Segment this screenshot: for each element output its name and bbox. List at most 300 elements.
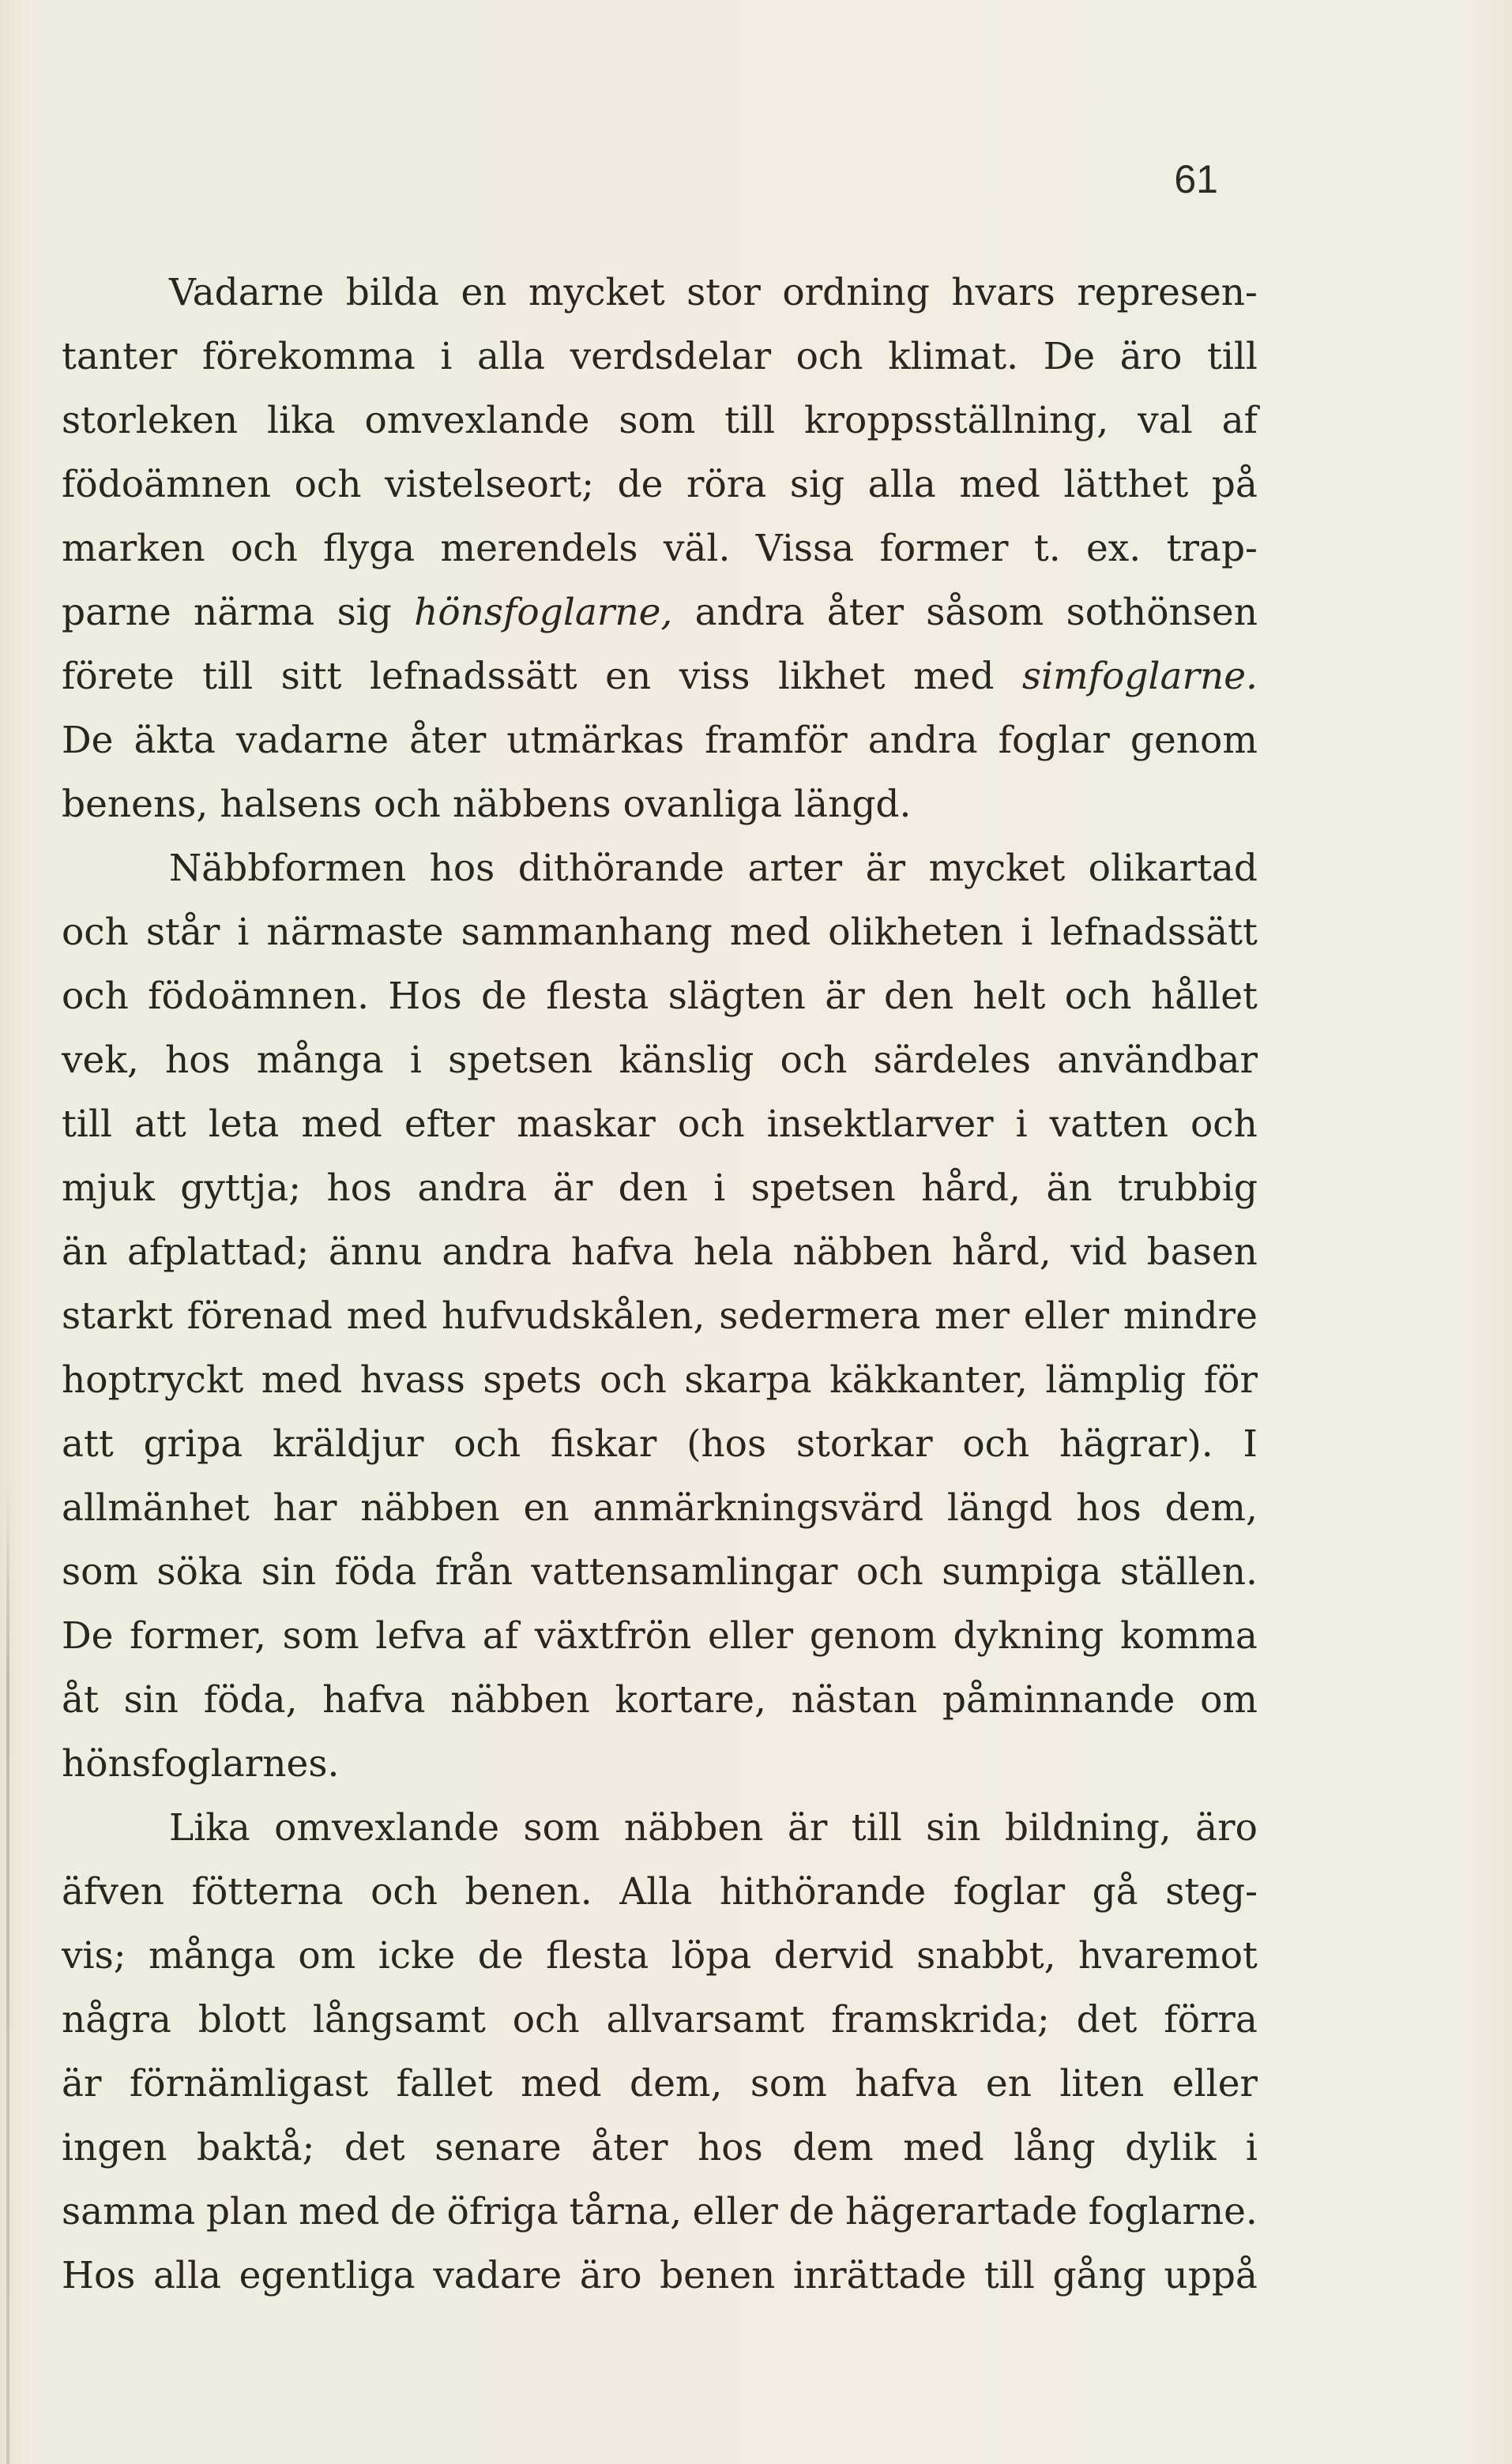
word: har <box>273 1486 337 1530</box>
word: med <box>298 2190 380 2233</box>
word: den <box>618 1166 688 1210</box>
word: basen <box>1146 1230 1258 1274</box>
word: och <box>230 527 298 570</box>
word: och <box>962 1422 1030 1466</box>
word: spetsen <box>750 1166 896 1210</box>
text-line <box>62 1092 1258 1156</box>
text-line <box>62 389 1258 453</box>
word: hvars <box>951 271 1055 314</box>
word: sig <box>337 591 392 634</box>
word: sammanhang <box>461 911 713 954</box>
word: (hos <box>686 1422 767 1466</box>
text-line <box>62 1732 1258 1796</box>
word: framskrida; <box>831 1998 1050 2041</box>
word: till <box>851 1806 902 1850</box>
word: som <box>523 1806 600 1850</box>
word: söka <box>156 1550 243 1594</box>
body-text <box>62 261 1258 2308</box>
word: hvaremot <box>1078 1934 1258 1978</box>
word: De <box>62 1614 114 1658</box>
word: allmänhet <box>62 1486 250 1530</box>
word: och <box>62 911 129 954</box>
word: benens, <box>62 783 209 826</box>
page-number: 61 <box>1174 157 1218 201</box>
word: merendels <box>440 527 638 570</box>
word: i <box>440 335 453 378</box>
word: äfven <box>62 1870 165 1914</box>
word: en <box>985 2062 1032 2105</box>
word: lefnadssätt <box>370 655 577 698</box>
word: dervid <box>773 1934 894 1978</box>
text-line <box>62 1540 1258 1604</box>
word: bildning, <box>1004 1806 1172 1850</box>
word: att <box>134 1102 186 1146</box>
word: och <box>795 335 863 378</box>
word: fiskar <box>550 1422 657 1466</box>
word: i <box>1015 1102 1028 1146</box>
word: tårna, <box>569 2190 683 2233</box>
word: hos <box>326 1166 393 1210</box>
word: vid <box>1070 1230 1127 1274</box>
word: det <box>1076 1998 1138 2041</box>
word: alla <box>867 463 936 506</box>
word: hård, <box>951 1230 1051 1274</box>
word: äro <box>1195 1806 1258 1850</box>
word: marken <box>62 527 205 570</box>
word: af <box>1221 399 1258 442</box>
word: i <box>1021 911 1033 954</box>
word: hvass <box>359 1358 465 1402</box>
word: komma <box>1119 1614 1258 1658</box>
word: dem <box>792 2126 874 2169</box>
word: mer <box>935 1294 1010 1338</box>
word: särdeles <box>873 1039 1032 1082</box>
word: mycket <box>928 847 1066 890</box>
word: arter <box>747 847 843 890</box>
word: former, <box>130 1614 266 1658</box>
word: lätthet <box>1063 463 1189 506</box>
word: flesta <box>546 1934 649 1978</box>
text-line <box>62 516 1258 580</box>
word: benen <box>660 2254 776 2297</box>
word: gång <box>1052 2254 1146 2297</box>
word: omvexlande <box>364 399 590 442</box>
word: längd. <box>794 783 912 826</box>
word: är <box>552 1166 593 1210</box>
word: sin <box>926 1806 981 1850</box>
word: eller <box>1023 1294 1109 1338</box>
text-line <box>62 1028 1258 1092</box>
word: trap- <box>1166 527 1258 570</box>
text-line <box>62 1156 1258 1220</box>
text-line <box>62 1924 1258 1988</box>
word: om <box>1200 1678 1258 1722</box>
word: dem, <box>629 2062 723 2105</box>
word: till <box>984 2254 1035 2297</box>
word: stor <box>686 271 761 314</box>
text-line <box>62 2244 1258 2308</box>
word: åter <box>409 719 487 762</box>
word: Hos <box>62 2254 136 2297</box>
word: baktå; <box>197 2126 315 2169</box>
word: förnämligast <box>129 2062 369 2105</box>
word: icke <box>378 1934 456 1978</box>
text-line <box>62 2116 1258 2180</box>
word: åter <box>826 591 904 634</box>
word: lämplig <box>1045 1358 1187 1402</box>
word: hos <box>429 847 495 890</box>
word: mjuk <box>62 1166 155 1210</box>
word: och <box>453 1422 521 1466</box>
word: näbben <box>792 1230 933 1274</box>
word: förra <box>1164 1998 1258 2041</box>
word: växtfrön <box>534 1614 692 1658</box>
word: sumpiga <box>942 1550 1102 1594</box>
word: sitt <box>280 655 342 698</box>
word: bilda <box>345 271 440 314</box>
word: lefnadssätt <box>1050 911 1258 954</box>
word: och <box>370 1870 438 1914</box>
word: en <box>461 271 507 314</box>
word: De <box>1043 335 1096 378</box>
word: är <box>787 1806 828 1850</box>
word: sin <box>261 1550 317 1594</box>
word: Vadarne <box>169 271 325 314</box>
text-line <box>62 772 1258 836</box>
word: Alla <box>619 1870 693 1914</box>
word: än <box>1046 1166 1093 1210</box>
word: och <box>1064 975 1132 1018</box>
word: hoptryckt <box>62 1358 244 1402</box>
word: foglar <box>998 719 1110 762</box>
word: hafva <box>855 2062 958 2105</box>
word: på <box>1211 463 1258 506</box>
word: till <box>202 655 254 698</box>
word: Näbbformen <box>169 847 407 890</box>
word: känslig <box>619 1039 754 1082</box>
word: åter <box>591 2126 668 2169</box>
word: med <box>261 1358 343 1402</box>
word: äro <box>579 2254 642 2297</box>
word: vistelseort; <box>385 463 594 506</box>
word: föda <box>334 1550 417 1594</box>
word: förekomma <box>201 335 416 378</box>
binding-edge <box>6 1485 9 2464</box>
word: med <box>346 1294 428 1338</box>
word: andra <box>417 1166 528 1210</box>
word: sig <box>789 463 845 506</box>
word: maskar <box>517 1102 656 1146</box>
word: hos <box>698 2126 763 2169</box>
word: tanter <box>62 335 178 378</box>
text-line <box>62 836 1258 900</box>
word: med <box>912 655 995 698</box>
word: flyga <box>323 527 416 570</box>
text-line <box>62 1860 1258 1924</box>
word: helt <box>972 975 1046 1018</box>
word: storkar <box>795 1422 933 1466</box>
word: I <box>1243 1422 1258 1466</box>
word: lång <box>1014 2126 1096 2169</box>
word: spetsen <box>448 1039 593 1082</box>
word: mindre <box>1123 1294 1258 1338</box>
word: som <box>62 1550 138 1594</box>
word: dithörande <box>517 847 724 890</box>
word: vadarne <box>235 719 389 762</box>
text-line <box>62 2052 1258 2116</box>
text-line <box>62 900 1258 964</box>
word: vek, <box>62 1039 139 1082</box>
word: närma <box>193 591 315 634</box>
word: vadare <box>433 2254 562 2297</box>
word: storleken <box>62 399 239 442</box>
word: hållet <box>1150 975 1258 1018</box>
word: af <box>482 1614 519 1658</box>
word: sothönsen <box>1066 591 1258 634</box>
word: sin <box>123 1678 179 1722</box>
word: kräldjur <box>273 1422 424 1466</box>
word: och <box>294 463 362 506</box>
word: hithörande <box>719 1870 927 1914</box>
word: blott <box>197 1998 286 2041</box>
word: halsens <box>220 783 363 826</box>
text-line <box>62 1796 1258 1860</box>
word: ordning <box>782 271 930 314</box>
word: andra <box>442 1230 552 1274</box>
word: dykning <box>953 1614 1104 1658</box>
word: och <box>374 783 441 826</box>
word: öfriga <box>446 2190 559 2233</box>
word: fötterna <box>191 1870 344 1914</box>
word: och <box>856 1550 923 1594</box>
text-line <box>62 964 1258 1028</box>
word: genom <box>809 1614 937 1658</box>
word: hafva <box>322 1678 426 1722</box>
word: födoämnen <box>62 463 272 506</box>
word: ingen <box>62 2126 167 2169</box>
word: De <box>62 719 114 762</box>
word: inrättade <box>792 2254 967 2297</box>
word: löpa <box>671 1934 752 1978</box>
word: ställen. <box>1119 1550 1258 1594</box>
word: med <box>301 1102 382 1146</box>
text-line <box>62 1220 1258 1284</box>
word: represen- <box>1077 271 1258 314</box>
word: som <box>750 2062 827 2105</box>
word: eller <box>692 2190 778 2233</box>
text-line <box>62 1668 1258 1732</box>
word: de <box>477 1934 524 1978</box>
word: foglarne. <box>1088 2190 1258 2233</box>
word: Vissa <box>755 527 855 570</box>
text-line <box>62 708 1258 772</box>
text-line <box>62 644 1258 708</box>
word: användbar <box>1057 1039 1258 1082</box>
text-line <box>62 2180 1258 2244</box>
word: hägrar). <box>1059 1422 1213 1466</box>
word: samma <box>62 2190 196 2233</box>
word: förete <box>62 655 175 698</box>
word: eller <box>707 1614 794 1658</box>
word: såsom <box>926 591 1044 634</box>
word: än <box>62 1230 108 1274</box>
word: längd <box>946 1486 1053 1530</box>
word: och <box>512 1998 580 2041</box>
word: leta <box>208 1102 280 1146</box>
word: likhet <box>778 655 886 698</box>
word: efter <box>404 1102 495 1146</box>
word: val <box>1138 399 1193 442</box>
word: hela <box>693 1230 773 1274</box>
word: insektlarver <box>766 1102 994 1146</box>
word: är <box>62 2062 102 2105</box>
word: gyttja; <box>180 1166 302 1210</box>
word: och <box>599 1358 667 1402</box>
word: röra <box>686 463 767 506</box>
word: eller <box>1172 2062 1258 2105</box>
word: och <box>1190 1102 1258 1146</box>
word: en <box>523 1486 570 1530</box>
word: det <box>344 2126 405 2169</box>
word: påminnande <box>942 1678 1175 1722</box>
word: gå <box>1092 1870 1138 1914</box>
text-line <box>62 1284 1258 1348</box>
word: spets <box>483 1358 582 1402</box>
word: trubbig <box>1117 1166 1258 1210</box>
word: ovanliga <box>622 783 782 826</box>
word: dylik <box>1125 2126 1217 2169</box>
word: simfoglarne. <box>1021 655 1258 698</box>
word: nästan <box>791 1678 918 1722</box>
text-line <box>62 261 1258 325</box>
word: näbben <box>450 1678 590 1722</box>
word: för <box>1203 1358 1258 1402</box>
word: mycket <box>528 271 665 314</box>
word: alla <box>152 2254 222 2297</box>
word: födoämnen. <box>148 975 370 1018</box>
word: uppå <box>1164 2254 1258 2297</box>
word: käkkanter, <box>829 1358 1028 1402</box>
word: står <box>145 911 220 954</box>
word: många <box>148 1934 276 1978</box>
word: former <box>879 527 1009 570</box>
word: anmärkningsvärd <box>592 1486 924 1530</box>
word: att <box>62 1422 114 1466</box>
word: med <box>729 911 811 954</box>
word: plan <box>205 2190 288 2233</box>
word: foglar <box>953 1870 1066 1914</box>
word: i <box>713 1166 726 1210</box>
word: med <box>521 2062 602 2105</box>
word: med <box>903 2126 984 2169</box>
word: och <box>780 1039 848 1082</box>
word: hufvudskålen, <box>441 1294 705 1338</box>
word: hos <box>164 1039 231 1082</box>
word: de <box>617 463 664 506</box>
word: vis; <box>62 1934 126 1978</box>
word: lefva <box>375 1614 467 1658</box>
text-line <box>62 1348 1258 1412</box>
word: väl. <box>663 527 731 570</box>
word: åt <box>62 1678 99 1722</box>
word: förenad <box>186 1294 333 1338</box>
word: Lika <box>169 1806 250 1850</box>
word: allvarsamt <box>606 1998 805 2041</box>
word: från <box>434 1550 513 1594</box>
word: parne <box>62 591 171 634</box>
word: verdsdelar <box>570 335 772 378</box>
word: näbben <box>360 1486 500 1530</box>
word: slägten <box>668 975 806 1018</box>
text-line <box>62 1604 1258 1668</box>
word: i <box>237 911 250 954</box>
word: den <box>883 975 954 1018</box>
word: egentliga <box>239 2254 416 2297</box>
word: är <box>865 847 906 890</box>
word: till <box>1206 335 1258 378</box>
word: t. <box>1033 527 1061 570</box>
word: genom <box>1130 719 1258 762</box>
word: liten <box>1059 2062 1145 2105</box>
word: vatten <box>1049 1102 1169 1146</box>
text-line <box>62 1412 1258 1476</box>
word: gripa <box>143 1422 243 1466</box>
word: dem, <box>1164 1486 1258 1530</box>
word: långsamt <box>312 1998 486 2041</box>
word: de <box>788 2190 835 2233</box>
word: några <box>62 1998 171 2041</box>
word: många <box>256 1039 384 1082</box>
word: hönsfoglarnes. <box>62 1742 340 1786</box>
word: Hos <box>388 975 462 1018</box>
word: kroppsställning, <box>804 399 1109 442</box>
word: hafva <box>570 1230 675 1274</box>
text-line <box>62 325 1258 389</box>
word: vattensamlingar <box>531 1550 838 1594</box>
word: till <box>62 1102 112 1146</box>
text-line <box>62 580 1258 644</box>
word: framför <box>705 719 848 762</box>
word: äkta <box>134 719 216 762</box>
word: steg- <box>1165 1870 1258 1914</box>
word: hård, <box>921 1166 1021 1210</box>
word: ännu <box>328 1230 423 1274</box>
word: som <box>619 399 696 442</box>
word: föda, <box>203 1678 298 1722</box>
word: snabbt, <box>916 1934 1056 1978</box>
word: som <box>282 1614 359 1658</box>
word: näbben <box>623 1806 764 1850</box>
word: en <box>605 655 652 698</box>
word: hos <box>1076 1486 1142 1530</box>
word: utmärkas <box>506 719 685 762</box>
word: och <box>62 975 129 1018</box>
word: om <box>298 1934 356 1978</box>
word: hägerartade <box>844 2190 1078 2233</box>
word: näbbens <box>452 783 611 826</box>
word: omvexlande <box>274 1806 500 1850</box>
word: de <box>390 2190 436 2233</box>
word: senare <box>434 2126 562 2169</box>
text-line <box>62 1476 1258 1540</box>
word: i <box>1245 2126 1258 2169</box>
word: till <box>724 399 776 442</box>
word: närmaste <box>266 911 444 954</box>
word: benen. <box>465 1870 592 1914</box>
word: afplattad; <box>126 1230 310 1274</box>
word: med <box>959 463 1040 506</box>
word: kortare, <box>615 1678 766 1722</box>
